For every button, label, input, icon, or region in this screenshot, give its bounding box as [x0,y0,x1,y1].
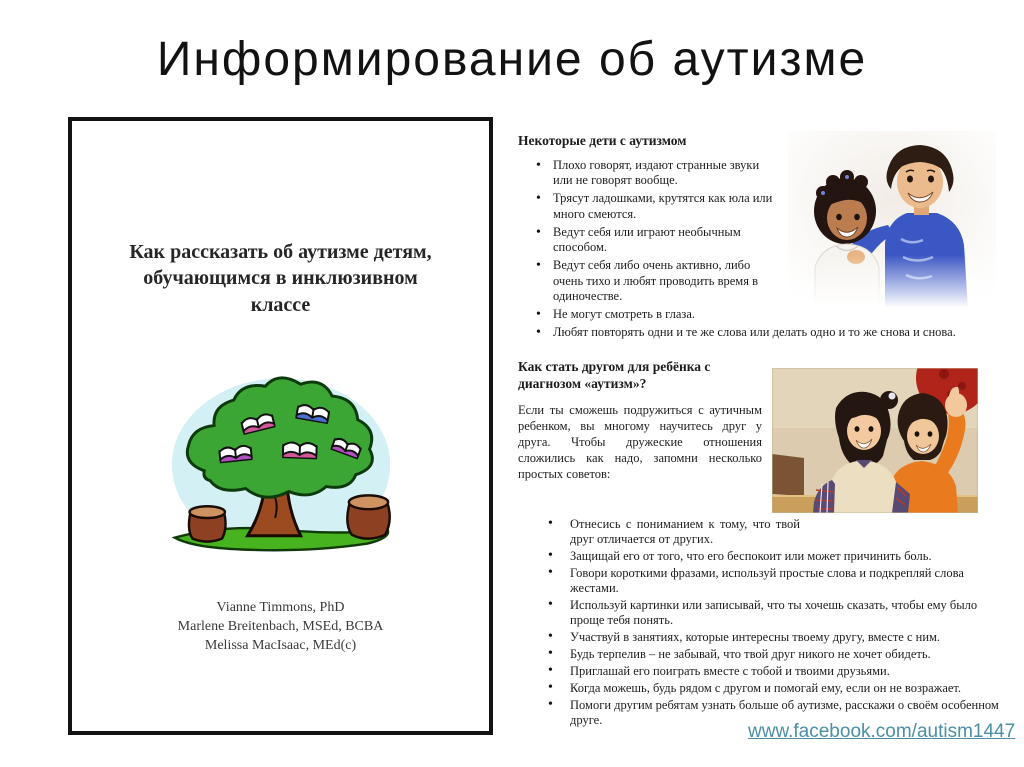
photo-two-girls-svg [772,368,978,513]
bullet-item: • Не могут смотреть в глаза. [518,307,1010,322]
bullet-item: • Когда можешь, будь рядом с другом и помогай ему, если он не возражает. [518,681,1012,696]
photo-two-girls [772,368,978,513]
author-line: Vianne Timmons, PhD [216,600,345,615]
bullet-item: • Помоги другим ребятам узнать больше об аутизме, расскажи о своём особенном друге. [518,698,1012,728]
book-cover [68,117,493,735]
photo-boy-and-girl [788,131,996,313]
tree-illustration-svg [163,353,399,567]
book-authors [72,599,489,656]
friend-bullet-list [518,517,1012,728]
bullet-item: • Защищай его от того, что его беспокоит или может причинить боль. [518,549,1012,564]
bullet-item: • Говори короткими фразами, используй простые слова и подкрепляй слова жестами. [518,566,1012,596]
bullet-item: • Трясут ладошками, крутятся как юла или много смеются. [518,191,780,222]
bench [772,454,804,496]
page-title: Информирование об аутизме [156,33,868,86]
bullet-item: • Приглашай его поиграть вместе с тобой и твоими друзьями. [518,664,1012,679]
bullet-item: • Участвуй в занятиях, которые интересны твоему другу, вместе с ним. [518,630,1012,645]
book-title-line: классе [250,293,311,316]
section-friend-intro: Если ты сможешь подружиться с аутичным ребенком, вы многому научитесь друг у друга. Чтобы дружеские отношения сложились как надо, запомни несколько простых советов: [518,403,762,481]
author-line: Melissa MacIsaac, MEd(c) [204,637,357,653]
bullet-item: • Любят повторять одни и те же слова или делать одно и то же снова и снова. [518,325,1010,340]
tree-with-books-illustration [163,353,399,567]
author-line: Marlene Breitenbach, MSEd, BCBA [177,618,384,634]
bullet-item: • Ведут себя или играют необычным способом. [518,225,780,256]
section-friend-heading: Как стать другом для ребёнка с диагнозом «аутизм»? [518,359,711,391]
book-title-line: Как рассказать об аутизме детям, [129,241,432,263]
book-title [92,239,469,318]
section-heading: Некоторые дети с аутизмом [518,133,687,148]
book-title-line: обучающимся в инклюзивном [143,267,418,290]
bullet-item: • Плохо говорят, издают странные звуки или не говорят вообще. [518,158,780,189]
section-friend-tips [518,509,1012,730]
bullet-item: • Используй картинки или записывай, что ты хочешь сказать, чтобы ему было проще тебя понять. [518,598,1012,628]
bullet-item: • Будь терпелив – не забывай, что твой друг никого не хочет обидеть. [518,647,1012,662]
bullet-item: • Отнесись с пониманием к тому, что твой друг отличается от других. [518,517,800,547]
bullet-item: • Ведут себя либо очень активно, либо очень тихо и любят проводить время в одиночестве. [518,258,780,304]
facebook-link[interactable]: www.facebook.com/autism1447 [748,721,1016,742]
photo-boy-and-girl-svg [788,131,996,313]
